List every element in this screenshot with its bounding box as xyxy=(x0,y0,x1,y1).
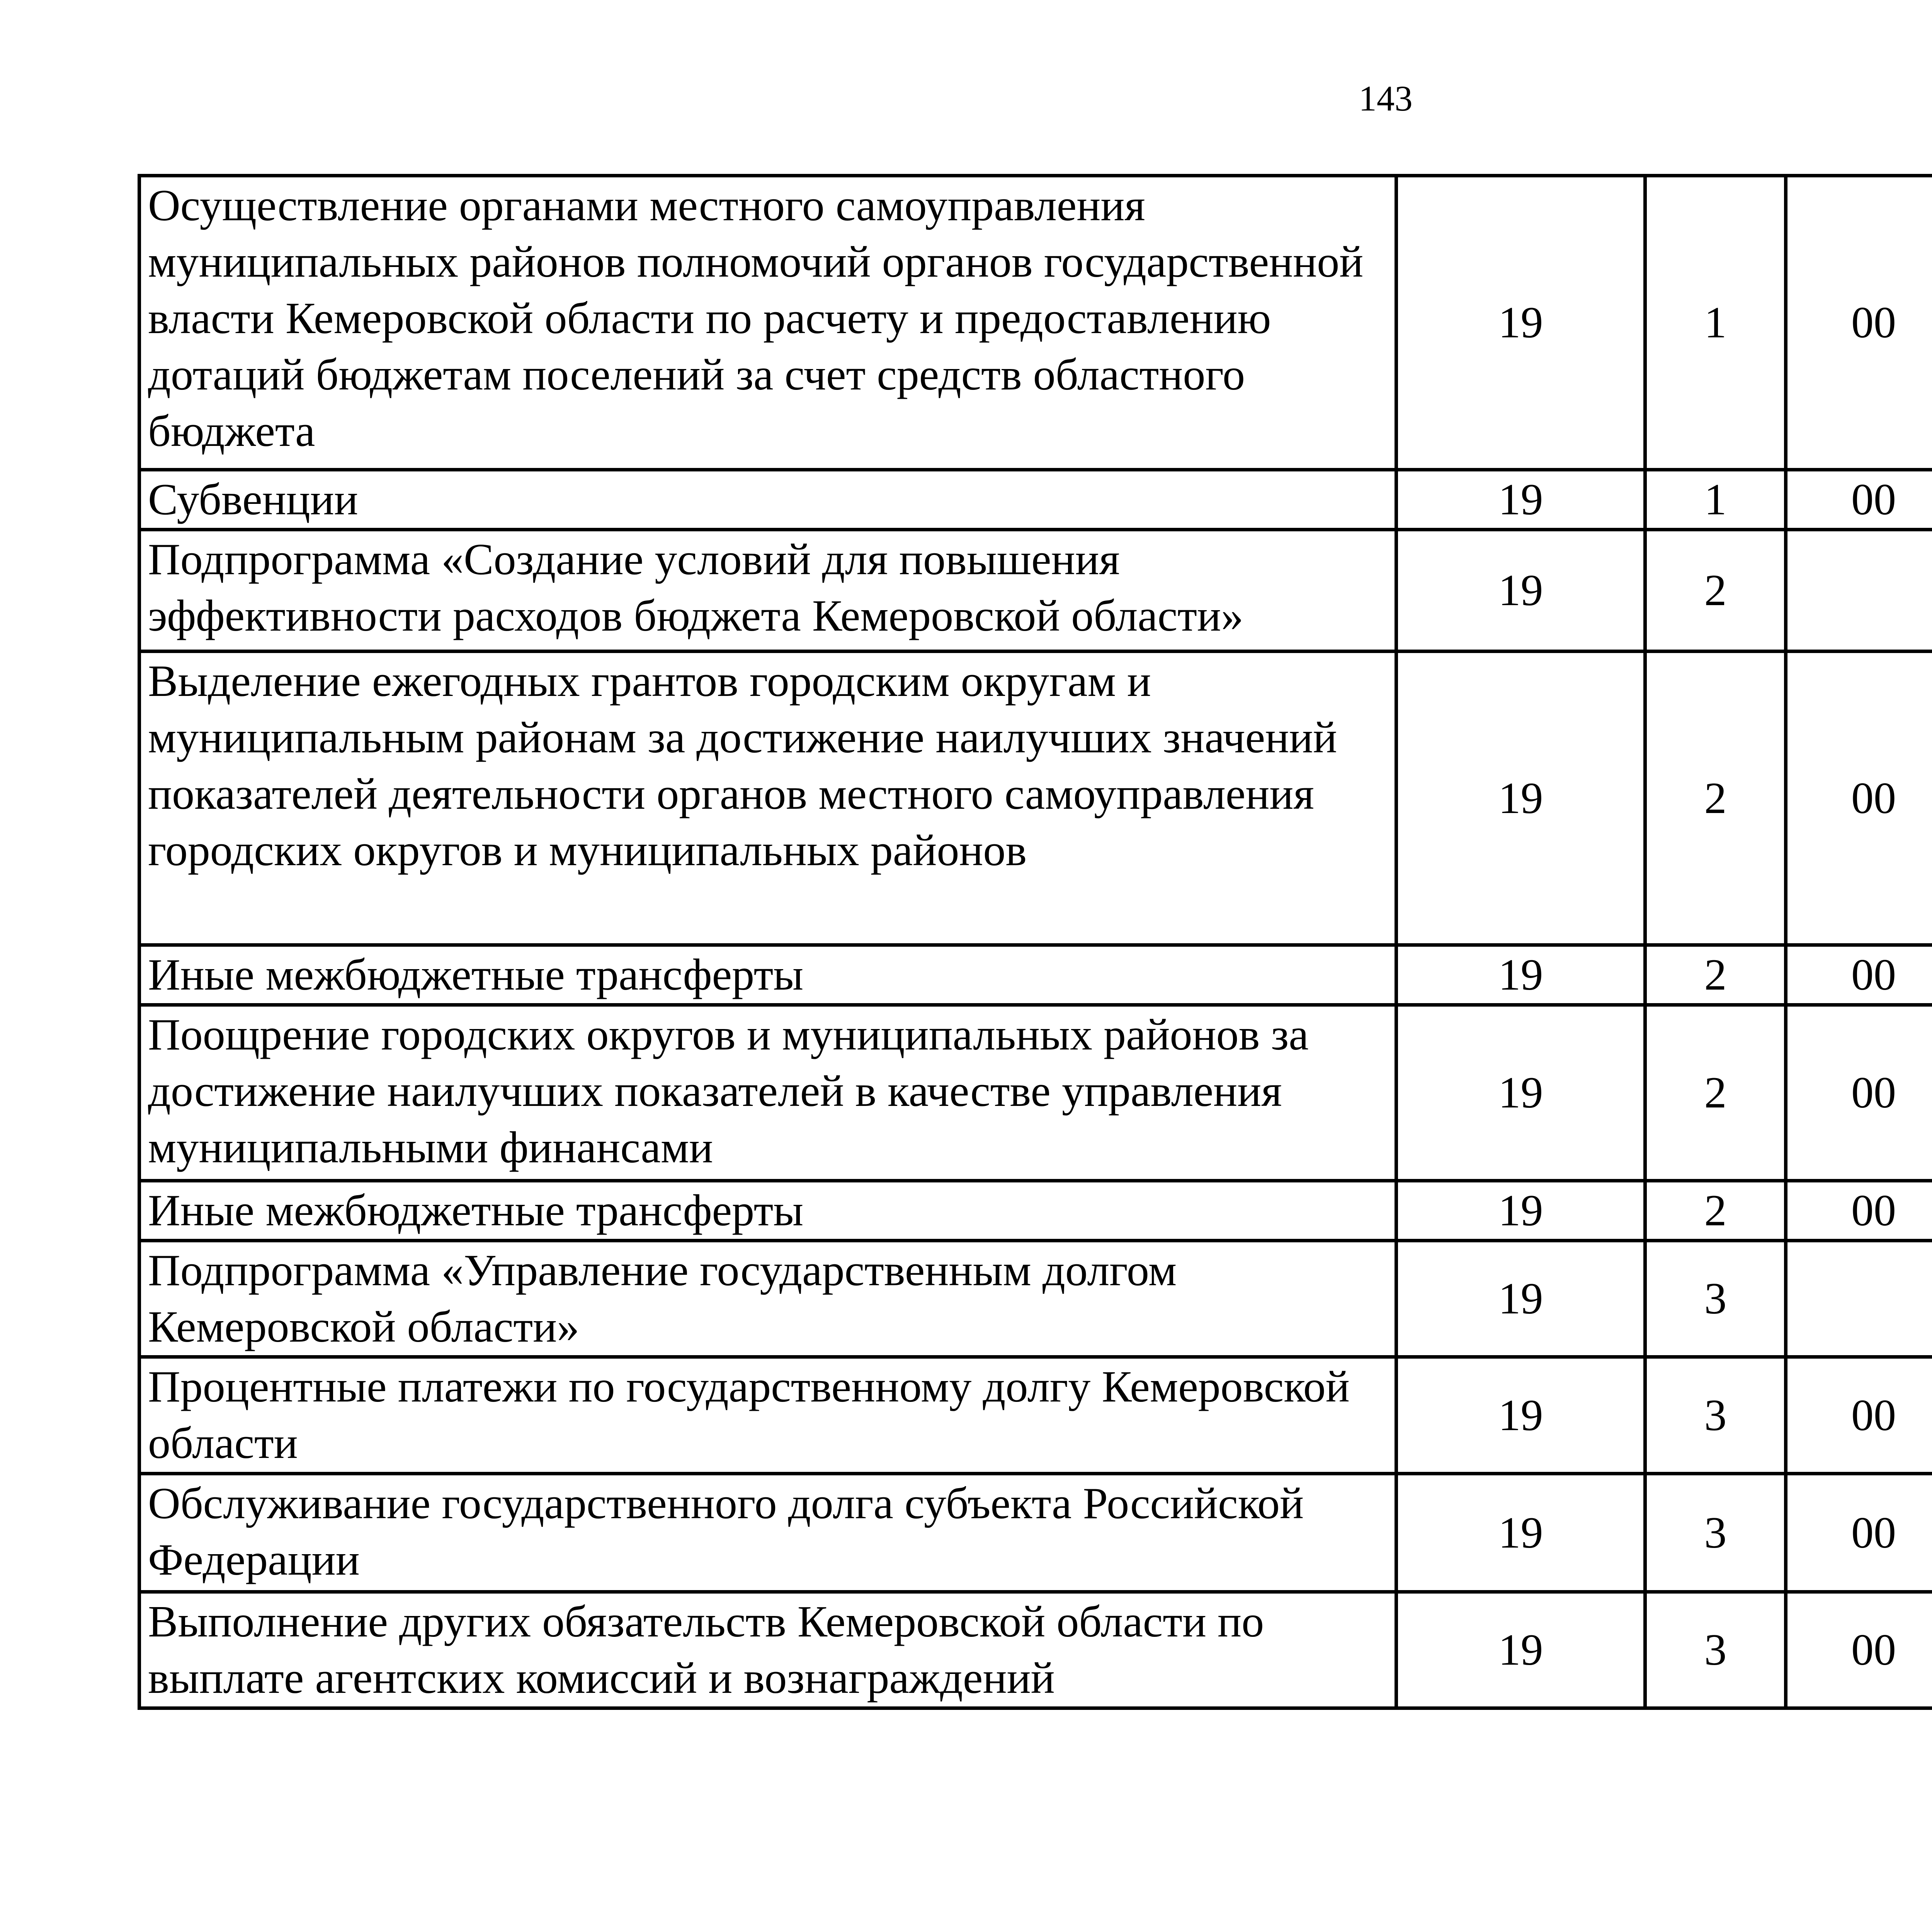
code-cell: 2 xyxy=(1645,530,1786,651)
code-cell: 00 xyxy=(1786,470,1932,530)
code-cell: 3 xyxy=(1645,1241,1786,1357)
row-name-cell: Подпрограмма «Создание условий для повышения эффективности расходов бюджета Кемеровской области» xyxy=(139,530,1396,651)
code-cell: 3 xyxy=(1645,1357,1786,1474)
code-cell: 00 xyxy=(1786,945,1932,1005)
table-body xyxy=(139,176,1932,1708)
row-name-cell: Выполнение других обязательств Кемеровской области по выплате агентских комиссий и вознаграждений xyxy=(139,1592,1396,1708)
code-cell: 00 xyxy=(1786,1474,1932,1592)
table-row xyxy=(139,1592,1932,1708)
code-cell: 2 xyxy=(1645,1181,1786,1241)
row-name-cell: Субвенции xyxy=(139,470,1396,530)
table-row xyxy=(139,470,1932,530)
table-row xyxy=(139,1241,1932,1357)
code-cell: 19 xyxy=(1396,1005,1645,1181)
table-row xyxy=(139,530,1932,651)
row-name-cell: Осуществление органами местного самоуправления муниципальных районов полномочий органов государственной власти Кемеровской области по расчету и предоставлению дотаций бюджетам поселений за счет средств областного бюджета xyxy=(139,176,1396,470)
table-row xyxy=(139,176,1932,470)
code-cell: 19 xyxy=(1396,176,1645,470)
row-name-cell: Иные межбюджетные трансферты xyxy=(139,1181,1396,1241)
table-row xyxy=(139,651,1932,945)
row-name-cell: Иные межбюджетные трансферты xyxy=(139,945,1396,1005)
code-cell: 00 xyxy=(1786,1005,1932,1181)
row-name-cell: Поощрение городских округов и муниципальных районов за достижение наилучших показателей в качестве управления муниципальными финансами xyxy=(139,1005,1396,1181)
row-name-cell: Обслуживание государственного долга субъекта Российской Федерации xyxy=(139,1474,1396,1592)
code-cell: 00 xyxy=(1786,1181,1932,1241)
code-cell: 00 xyxy=(1786,1357,1932,1474)
code-cell: 1 xyxy=(1645,176,1786,470)
code-cell: 2 xyxy=(1645,945,1786,1005)
code-cell: 19 xyxy=(1396,1592,1645,1708)
table-row xyxy=(139,1357,1932,1474)
row-name-cell: Подпрограмма «Управление государственным долгом Кемеровской области» xyxy=(139,1241,1396,1357)
code-cell: 2 xyxy=(1645,1005,1786,1181)
code-cell: 3 xyxy=(1645,1592,1786,1708)
code-cell: 00 xyxy=(1786,651,1932,945)
code-cell: 00 xyxy=(1786,176,1932,470)
table-row xyxy=(139,1005,1932,1181)
table-row xyxy=(139,1474,1932,1592)
code-cell: 19 xyxy=(1396,1357,1645,1474)
code-cell xyxy=(1786,530,1932,651)
code-cell: 19 xyxy=(1396,945,1645,1005)
row-name-cell: Процентные платежи по государственному долгу Кемеровской области xyxy=(139,1357,1396,1474)
table-row xyxy=(139,1181,1932,1241)
code-cell: 2 xyxy=(1645,651,1786,945)
code-cell: 19 xyxy=(1396,1241,1645,1357)
code-cell: 19 xyxy=(1396,651,1645,945)
code-cell: 19 xyxy=(1396,530,1645,651)
code-cell xyxy=(1786,1241,1932,1357)
code-cell: 19 xyxy=(1396,470,1645,530)
code-cell: 00 xyxy=(1786,1592,1932,1708)
budget-table xyxy=(138,174,1932,1710)
table-row xyxy=(139,945,1932,1005)
page-number: 143 xyxy=(1359,79,1413,119)
code-cell: 3 xyxy=(1645,1474,1786,1592)
row-name-cell: Выделение ежегодных грантов городским округам и муниципальным районам за достижение наилучших значений показателей деятельности органов местного самоуправления городских округов и муниципальных районов xyxy=(139,651,1396,945)
code-cell: 1 xyxy=(1645,470,1786,530)
code-cell: 19 xyxy=(1396,1181,1645,1241)
code-cell: 19 xyxy=(1396,1474,1645,1592)
